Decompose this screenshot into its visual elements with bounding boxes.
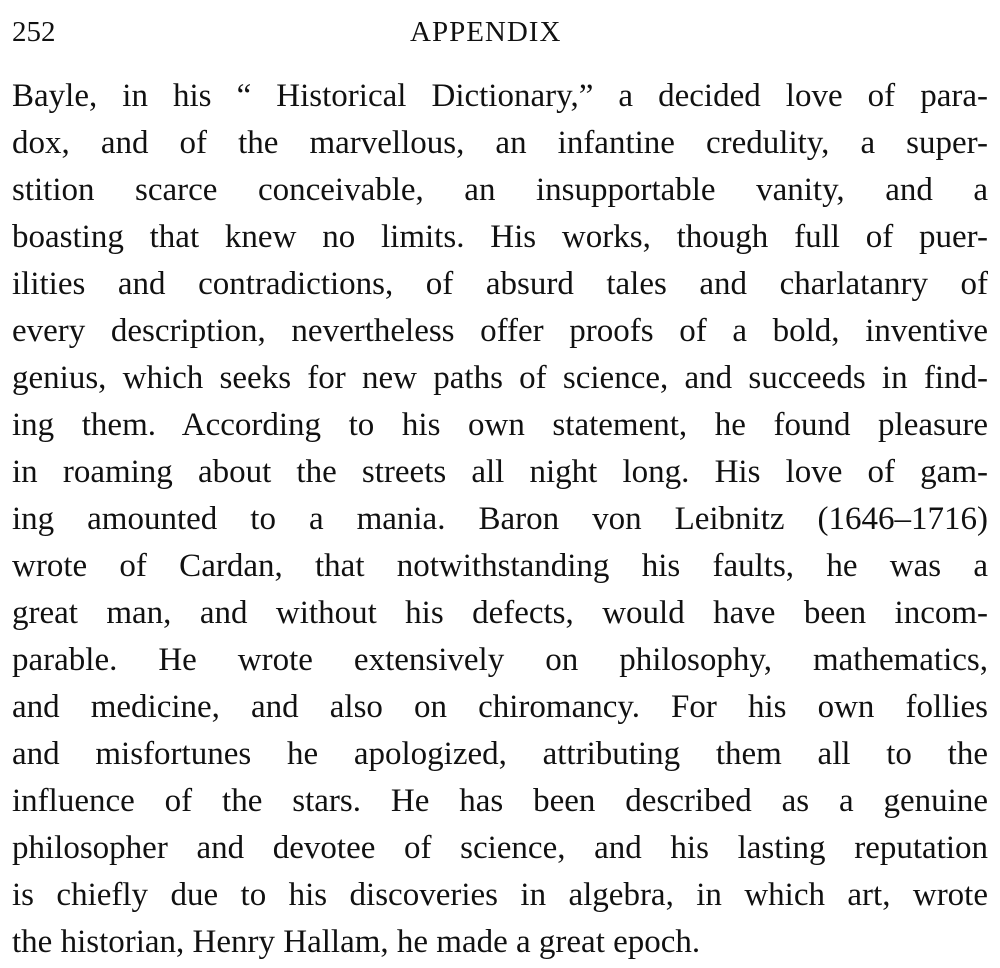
text-line: and misfortunes he apologized, attributing them all to the [12, 736, 988, 772]
text-line: dox, and of the marvellous, an infantine credulity, a super- [12, 125, 988, 161]
text-line: boasting that knew no limits. His works, though full of puer- [12, 219, 988, 255]
text-line: influence of the stars. He has been described as a genuine [12, 783, 988, 819]
section-title: APPENDIX [410, 16, 562, 48]
text-line: great man, and without his defects, would have been incom- [12, 595, 988, 631]
text-line: the historian, Henry Hallam, he made a great epoch. [12, 924, 701, 960]
text-line: ing them. According to his own statement, he found pleasure [12, 407, 988, 443]
body-paragraph [12, 73, 988, 966]
text-line: wrote of Cardan, that notwithstanding his faults, he was a [12, 548, 988, 584]
text-line: philosopher and devotee of science, and his lasting reputation [12, 830, 988, 866]
running-head [12, 10, 612, 54]
text-line: ing amounted to a mania. Baron von Leibnitz (1646–1716) [12, 501, 988, 537]
text-line: Bayle, in his “ Historical Dictionary,” a decided love of para- [12, 78, 988, 114]
text-line: stition scarce conceivable, an insupportable vanity, and a [12, 172, 988, 208]
text-line: and medicine, and also on chiromancy. For his own follies [12, 689, 988, 725]
page-number: 252 [12, 16, 56, 48]
text-line: in roaming about the streets all night long. His love of gam- [12, 454, 988, 490]
text-line: genius, which seeks for new paths of science, and succeeds in find- [12, 360, 988, 396]
text-line: parable. He wrote extensively on philosophy, mathematics, [12, 642, 988, 678]
text-line: every description, nevertheless offer proofs of a bold, inventive [12, 313, 988, 349]
text-line: is chiefly due to his discoveries in algebra, in which art, wrote [12, 877, 988, 913]
text-line: ilities and contradictions, of absurd tales and charlatanry of [12, 266, 988, 302]
